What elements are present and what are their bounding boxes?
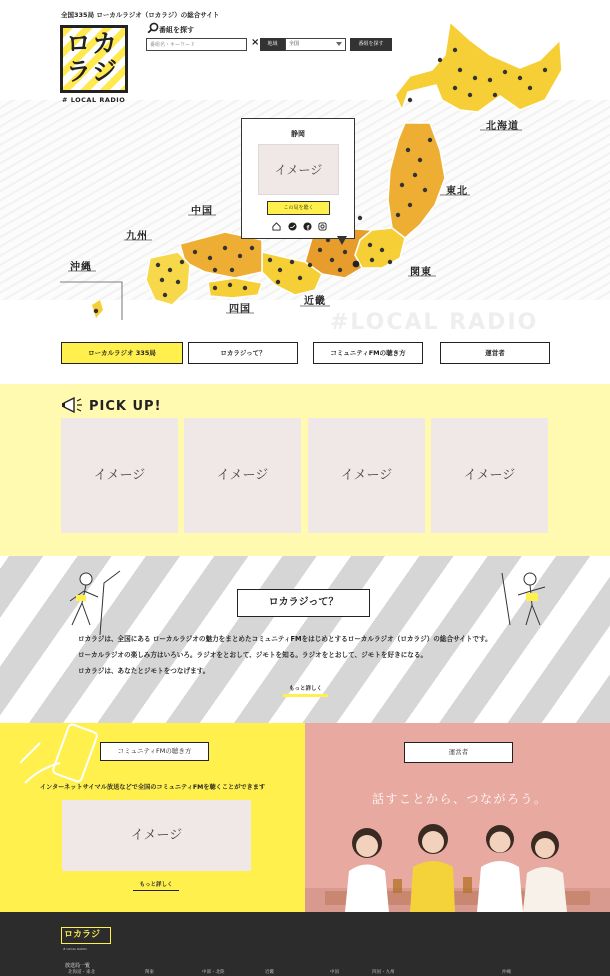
- logo-subtitle: # LOCAL RADIO: [62, 96, 126, 104]
- site-logo[interactable]: [60, 25, 128, 93]
- instagram-icon[interactable]: [318, 222, 327, 231]
- nav-stations[interactable]: ローカルラジオ 335局: [61, 342, 183, 364]
- map-section: [0, 0, 610, 384]
- footer-column[interactable]: 中部・北陸: [202, 970, 225, 975]
- pickup-card[interactable]: イメージ: [184, 418, 301, 533]
- listen-button[interactable]: この局を聴く: [267, 201, 330, 215]
- pickup-card[interactable]: イメージ: [61, 418, 178, 533]
- chevron-down-icon: [336, 42, 342, 46]
- about-more-link[interactable]: もっと詳しく: [283, 684, 328, 697]
- map-kyushu: [146, 252, 190, 305]
- facebook-icon[interactable]: [303, 222, 312, 231]
- region-kinki[interactable]: 近畿: [304, 296, 326, 307]
- about-title: ロカラジって？: [237, 589, 370, 617]
- about-text-line: ロカラジは、あなたとジモトをつなげます。: [78, 667, 210, 675]
- pickup-card[interactable]: イメージ: [308, 418, 425, 533]
- logo-text: ロカラジ: [66, 29, 119, 86]
- pickup-card[interactable]: イメージ: [431, 418, 548, 533]
- people-photo: [305, 813, 610, 912]
- footer-column[interactable]: 四国・九州: [372, 970, 395, 975]
- site-tagline: 全国335局 ローカルラジオ（ロカラジ）の総合サイト: [61, 11, 220, 19]
- footer-column[interactable]: 北海道・東北: [68, 970, 95, 975]
- region-kanto[interactable]: 関東: [410, 267, 432, 278]
- singer-illustration-left: [60, 565, 130, 635]
- search-button-label: 番組を探す: [358, 41, 384, 47]
- fm-subtitle: インターネットサイマル放送などで全国のコミュニティFMを聴くことができます: [39, 784, 266, 791]
- map-hokkaido: [395, 22, 562, 112]
- operator-title: 運営者: [404, 742, 513, 763]
- region-shikoku[interactable]: 四国: [229, 304, 251, 315]
- popup-icons: [272, 222, 332, 232]
- search-input[interactable]: [146, 38, 247, 51]
- about-text-line: ロカラジは、全国にある ローカルラジオの魅力をまとめたコミュニティFMをはじめとするローカルラジオ（ロカラジ）の総合サイトです。: [78, 635, 492, 643]
- operator-catchphrase: 話すことから、つながろう。: [372, 792, 548, 806]
- footer-column[interactable]: 関東: [145, 970, 154, 975]
- search-icon: [147, 22, 159, 34]
- region-chugoku[interactable]: 中国: [191, 206, 213, 217]
- footer: [0, 912, 610, 976]
- region-kyushu[interactable]: 九州: [126, 231, 148, 242]
- fm-title: コミュニティFMの聴き方: [100, 742, 209, 761]
- search-button[interactable]: [350, 38, 392, 51]
- station-popup: [241, 118, 355, 239]
- footer-column[interactable]: 中国: [330, 970, 339, 975]
- footer-list-title: 放送局一覧: [65, 963, 91, 969]
- footer-logo-subtitle: # LOCAL RADIO: [63, 947, 87, 951]
- area-tag: 地域: [260, 38, 285, 51]
- fm-image: イメージ: [62, 800, 251, 871]
- region-hokkaido[interactable]: 北海道: [486, 121, 519, 132]
- megaphone-icon: [61, 396, 85, 414]
- fm-more-link[interactable]: もっと詳しく: [133, 880, 179, 891]
- search-label: 番組を探す: [159, 26, 194, 34]
- map-tohoku: [388, 123, 445, 238]
- home-icon[interactable]: [272, 222, 281, 231]
- popup-image: イメージ: [258, 144, 339, 195]
- twitter-icon[interactable]: [288, 222, 297, 231]
- region-tohoku[interactable]: 東北: [446, 186, 468, 197]
- region-okinawa[interactable]: 沖縄: [70, 262, 92, 273]
- nav-about[interactable]: ロカラジって？: [188, 342, 298, 364]
- watermark-text: #LOCAL RADIO: [330, 310, 539, 335]
- footer-column[interactable]: 沖縄: [502, 970, 511, 975]
- popup-tail: [337, 236, 347, 245]
- active-station-marker: [353, 261, 360, 268]
- map-okinawa: [92, 300, 103, 318]
- footer-logo[interactable]: ロカラジ: [61, 927, 111, 944]
- area-select[interactable]: 全国: [285, 38, 346, 51]
- popup-title: 静岡: [291, 130, 305, 138]
- times-separator: ×: [251, 37, 260, 48]
- nav-operator[interactable]: 運営者: [440, 342, 550, 364]
- singer-illustration-right: [490, 565, 560, 635]
- about-text-line: ローカルラジオの楽しみ方はいろいろ。ラジオをとおして、ジモトを知る。ラジオをとおして、ジモトを好きになる。: [78, 651, 428, 659]
- pickup-title: PICK UP!: [89, 399, 162, 414]
- nav-how-to-listen[interactable]: コミュニティFMの聴き方: [313, 342, 423, 364]
- footer-column[interactable]: 近畿: [265, 970, 274, 975]
